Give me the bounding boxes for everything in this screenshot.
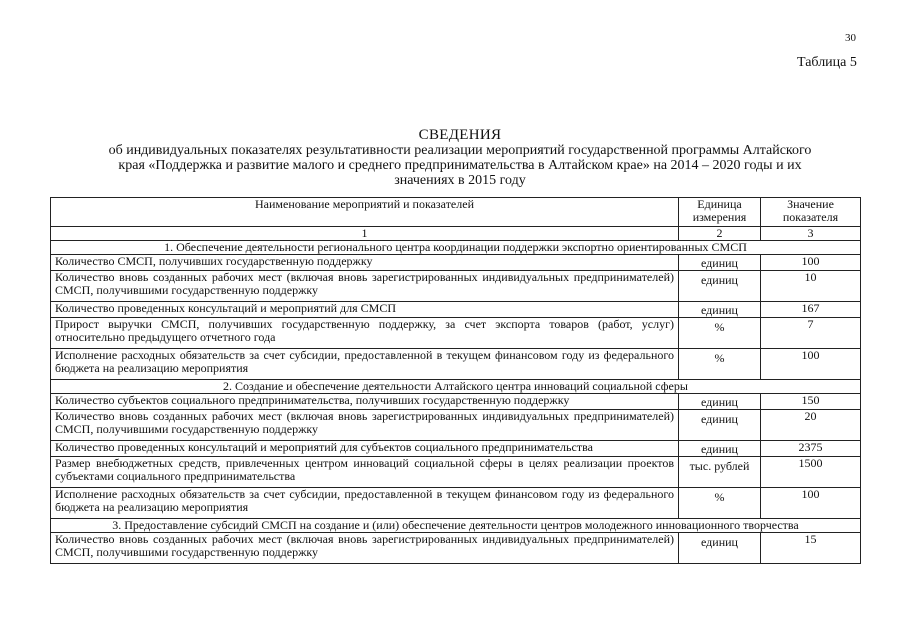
section-title: 1. Обеспечение деятельности регионального центра координации поддержки экспортно ориентированных СМСП — [51, 241, 861, 255]
indicator-name: Количество вновь созданных рабочих мест (включая вновь зарегистрированных индивидуальных предпринимателей) СМСП, получившими государственную поддержку — [51, 410, 679, 441]
table-row — [51, 441, 861, 457]
indicator-value: 100 — [761, 349, 861, 380]
title-line-2: края «Поддержка и развитие малого и среднего предпринимательства в Алтайском крае» на 2014 – 2020 годы и их — [118, 158, 802, 173]
table-header-row — [51, 198, 861, 227]
table-row — [51, 533, 861, 564]
title-line-1: об индивидуальных показателях результативности реализации мероприятий государственной программы Алтайского — [108, 143, 812, 158]
header-name: Наименование мероприятий и показателей — [51, 198, 679, 227]
indicator-value: 167 — [761, 302, 861, 318]
indicator-name: Количество вновь созданных рабочих мест (включая вновь зарегистрированных индивидуальных предпринимателей) СМСП, получившими государственную поддержку — [51, 533, 679, 564]
header-value: Значение показателя — [761, 198, 861, 227]
indicator-name: Исполнение расходных обязательств за счет субсидии, предоставленной в текущем финансовом году из федерального бюджета на реализацию мероприятия — [51, 349, 679, 380]
column-number: 2 — [679, 227, 761, 241]
table-row — [51, 255, 861, 271]
table-row — [51, 318, 861, 349]
indicator-name: Количество вновь созданных рабочих мест (включая вновь зарегистрированных индивидуальных предпринимателей) СМСП, получившими государственную поддержку — [51, 271, 679, 302]
indicator-unit: единиц — [679, 394, 761, 410]
title-line-3: значениях в 2015 году — [394, 173, 526, 188]
section-row — [51, 519, 861, 533]
indicator-value: 2375 — [761, 441, 861, 457]
title-heading: СВЕДЕНИЯ — [418, 127, 502, 143]
indicator-unit: единиц — [679, 271, 761, 302]
indicator-value: 1500 — [761, 457, 861, 488]
indicator-value: 15 — [761, 533, 861, 564]
header-unit: Единица измерения — [679, 198, 761, 227]
indicator-unit: % — [679, 349, 761, 380]
column-number: 3 — [761, 227, 861, 241]
indicator-name: Количество субъектов социального предпринимательства, получивших государственную поддержку — [51, 394, 679, 410]
indicators-table — [50, 197, 861, 564]
indicator-value: 100 — [761, 255, 861, 271]
table-row — [51, 457, 861, 488]
indicator-value: 7 — [761, 318, 861, 349]
document-title — [40, 128, 880, 188]
indicator-name: Прирост выручки СМСП, получивших государственную поддержку, за счет экспорта товаров (работ, услуг) относительно предыдущего отчетного года — [51, 318, 679, 349]
indicator-value: 150 — [761, 394, 861, 410]
indicator-unit: единиц — [679, 533, 761, 564]
table-row — [51, 394, 861, 410]
indicator-name: Количество проведенных консультаций и мероприятий для СМСП — [51, 302, 679, 318]
indicator-unit: единиц — [679, 255, 761, 271]
page-number: 30 — [845, 32, 856, 44]
indicator-name: Размер внебюджетных средств, привлеченных центром инноваций социальной сферы в целях реализации проектов субъектами социального предпринимательства — [51, 457, 679, 488]
section-row — [51, 380, 861, 394]
section-title: 2. Создание и обеспечение деятельности Алтайского центра инноваций социальной сферы — [51, 380, 861, 394]
indicator-unit: единиц — [679, 410, 761, 441]
indicator-unit: единиц — [679, 302, 761, 318]
table-row — [51, 488, 861, 519]
indicator-unit: тыс. рублей — [679, 457, 761, 488]
indicator-value: 20 — [761, 410, 861, 441]
indicator-name: Количество проведенных консультаций и мероприятий для субъектов социального предпринимательства — [51, 441, 679, 457]
column-number-row — [51, 227, 861, 241]
indicator-unit: % — [679, 318, 761, 349]
indicator-unit: единиц — [679, 441, 761, 457]
table-row — [51, 271, 861, 302]
table-row — [51, 349, 861, 380]
column-number: 1 — [51, 227, 679, 241]
table-row — [51, 410, 861, 441]
section-row — [51, 241, 861, 255]
section-title: 3. Предоставление субсидий СМСП на создание и (или) обеспечение деятельности центров молодежного инновационного творчества — [51, 519, 861, 533]
table-label: Таблица 5 — [797, 55, 857, 70]
indicator-value: 10 — [761, 271, 861, 302]
table-row — [51, 302, 861, 318]
indicator-value: 100 — [761, 488, 861, 519]
indicator-name: Исполнение расходных обязательств за счет субсидии, предоставленной в текущем финансовом году из федерального бюджета на реализацию мероприятия — [51, 488, 679, 519]
indicator-name: Количество СМСП, получивших государственную поддержку — [51, 255, 679, 271]
indicator-unit: % — [679, 488, 761, 519]
